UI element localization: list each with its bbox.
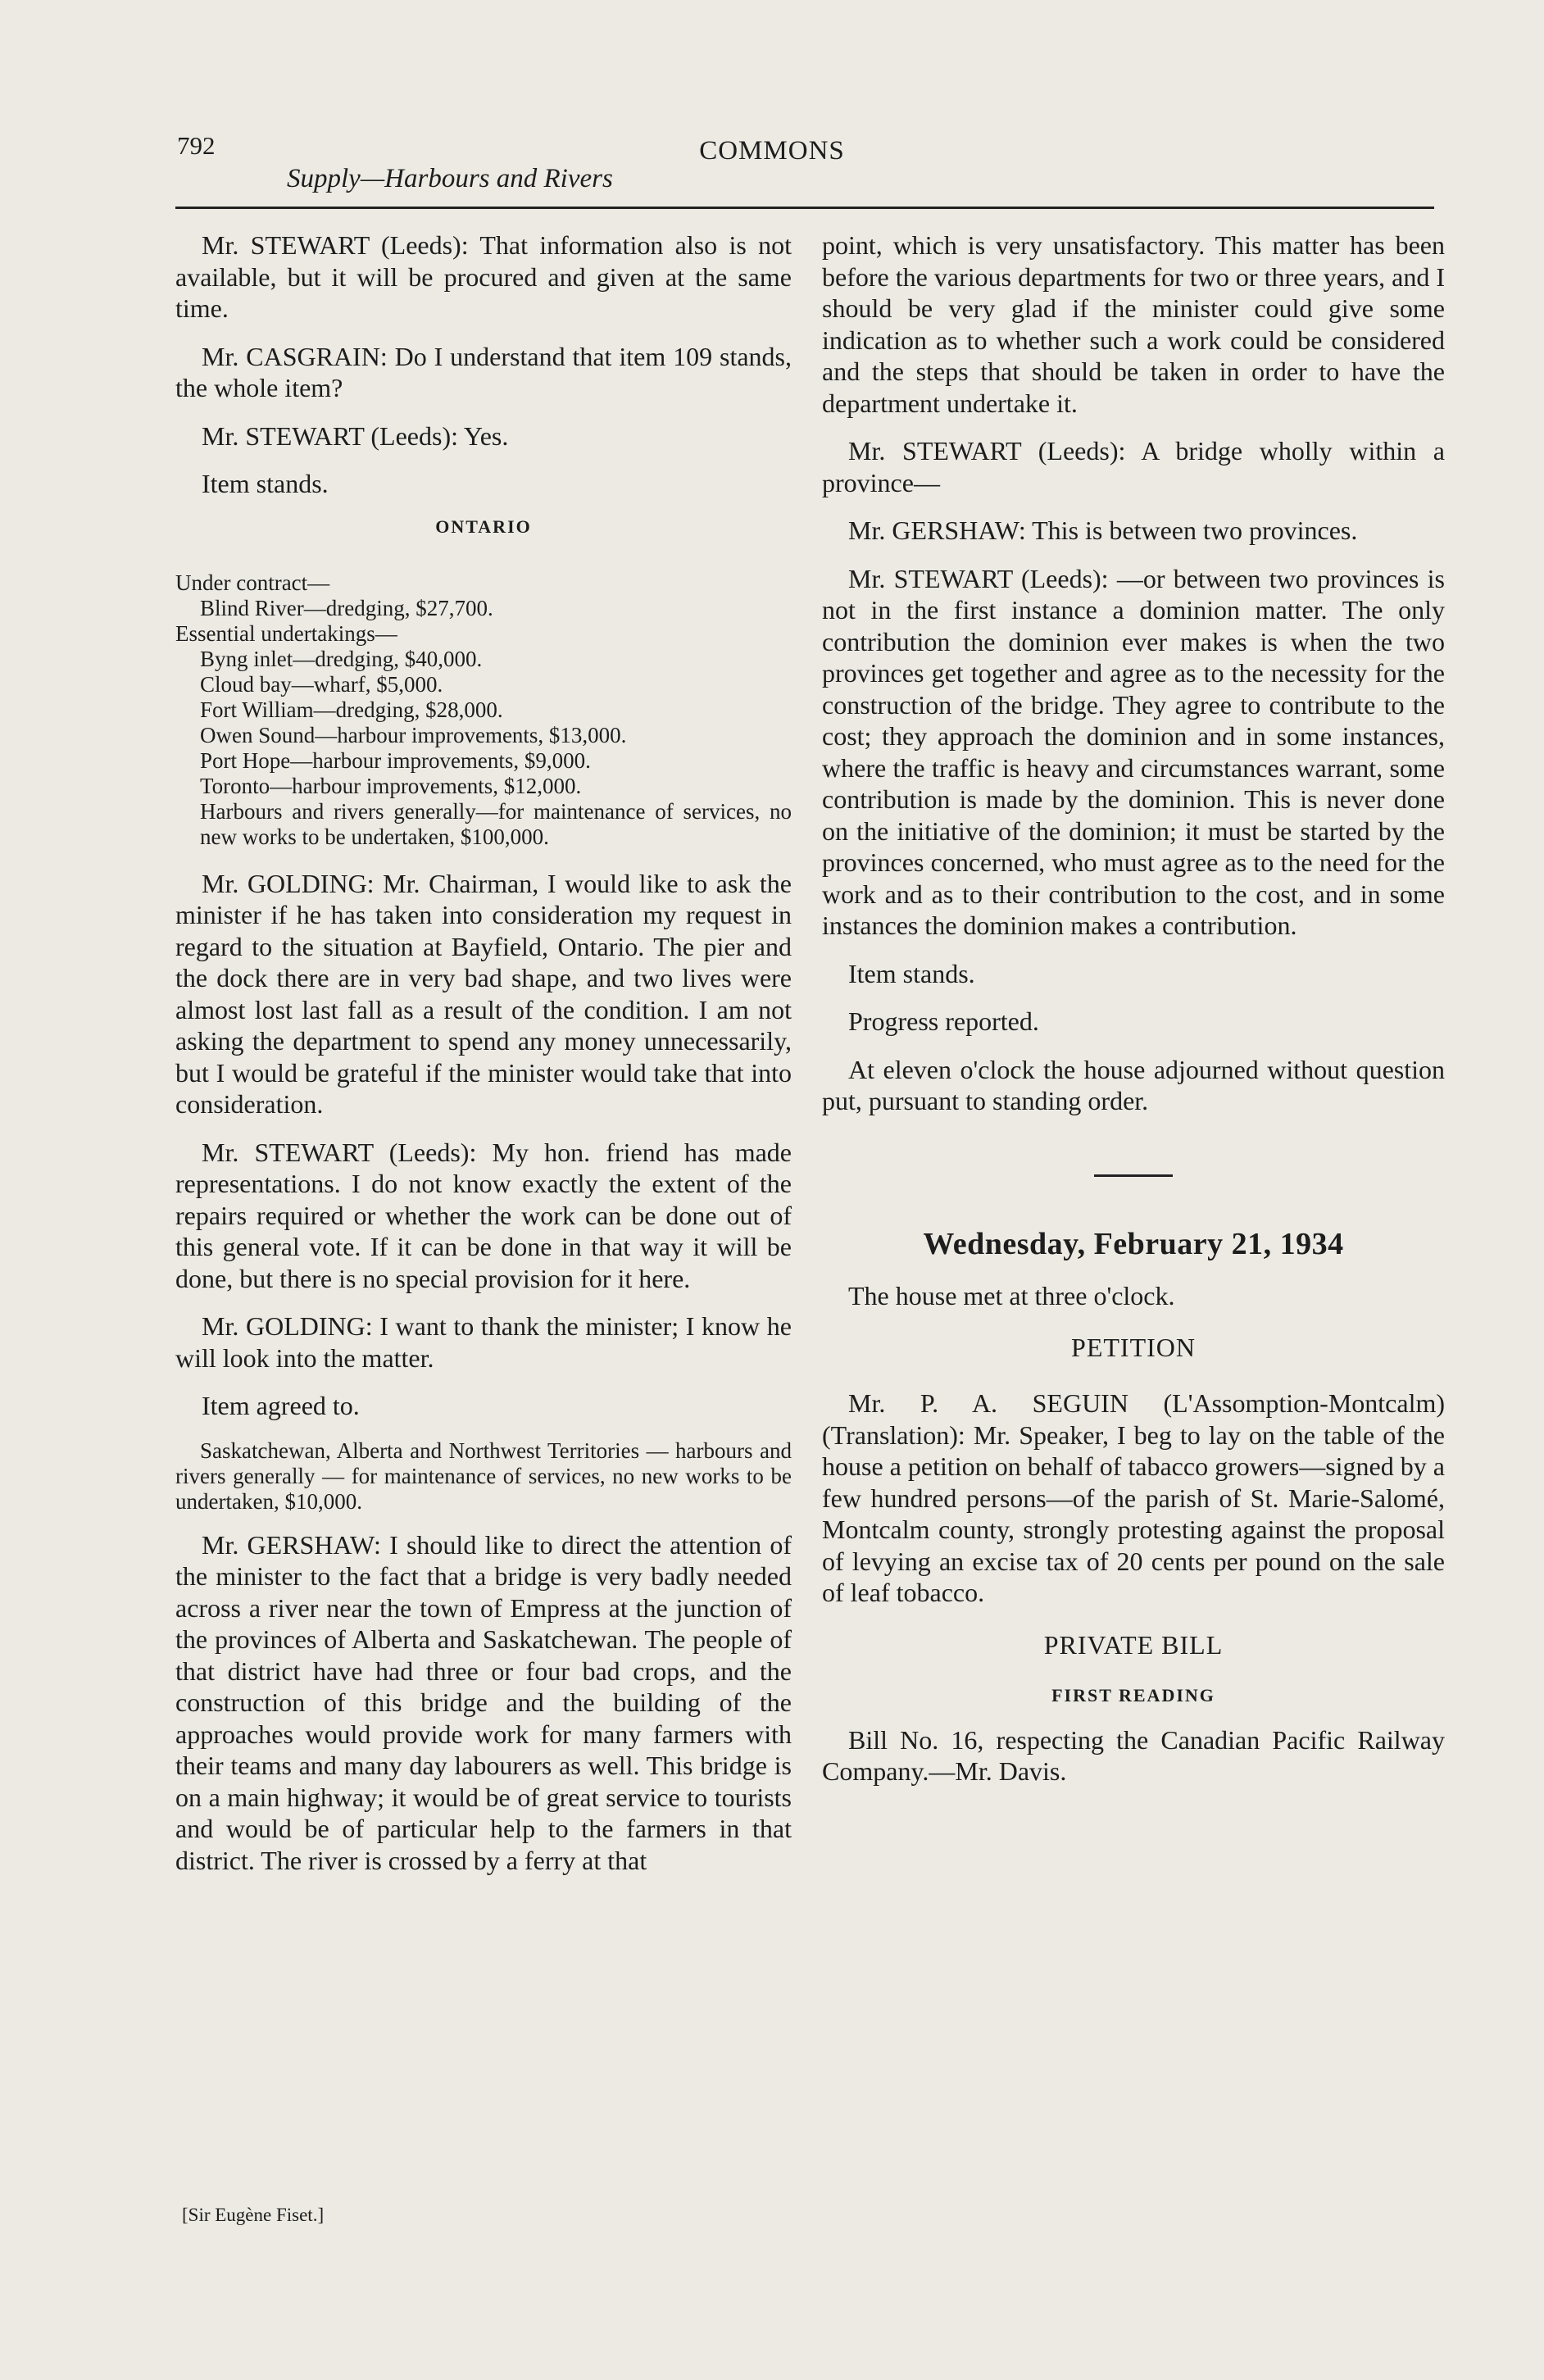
paragraph: Mr. P. A. SEGUIN (L'Assomption-Montcalm) (Translation): Mr. Speaker, I beg to lay on the table of the house a petition on behalf of tabacco growers—signed by a few hundred persons—of the parish of St. Marie-Salomé, Montcalm county, strongly protesting against the proposal of levying an excise tax of 20 cents per pound on the sale of leaf tobacco. <box>822 1388 1445 1607</box>
date-heading: Wednesday, February 21, 1934 <box>923 1226 1344 1261</box>
estimate-item: Cloud bay—wharf, $5,000. <box>200 671 443 697</box>
paragraph: Mr. STEWART (Leeds): That information also is not available, but it will be procured and given at the same time. <box>175 230 792 323</box>
paragraph: Mr. STEWART (Leeds): Yes. <box>202 420 509 451</box>
estimate-heading: Essential undertakings— <box>175 620 397 646</box>
paragraph: The house met at three o'clock. <box>848 1280 1175 1310</box>
section-head: Supply—Harbours and Rivers <box>287 164 613 193</box>
estimate-block: Saskatchewan, Alberta and Northwest Territories — harbours and rivers generally — for maintenance of services, no new works to be undertaken, $10,000. <box>175 1438 792 1514</box>
estimates-list <box>175 570 792 850</box>
header-rule <box>175 207 1434 209</box>
paragraph: Mr. GERSHAW: This is between two provinces. <box>848 516 1358 545</box>
paragraph: Mr. STEWART (Leeds): A bridge wholly within a province— <box>822 436 1445 497</box>
paragraph: point, which is very unsatisfactory. This matter has been before the various departments for two or three years, and I should be very glad if the minister could give some indication as to whether such a work could be considered and the steps that should be taken in order to have the department undertake it. <box>822 230 1445 418</box>
running-head: COMMONS <box>699 136 845 166</box>
page-number: 792 <box>177 131 216 160</box>
estimate-item: Owen Sound—harbour improvements, $13,000. <box>200 722 627 747</box>
paragraph: Mr. STEWART (Leeds): My hon. friend has made representations. I do not know exactly the extent of the repairs required or whether the work can be done out of this general vote. If it can be done in that way it will be done, but there is no special provision for it here. <box>175 1137 792 1293</box>
paragraph: Mr. GERSHAW: I should like to direct the attention of the minister to the fact that a bridge is very badly needed across a river near the town of Empress at the junction of the provinces of Alberta and Saskatchewan. The people of that district have had three or four bad crops, and the construction of this bridge and the building of the approaches would provide work for many farmers with their teams and many day labourers as well. This bridge is on a main highway; it would be of great service to tourists and would be of particular help to the farmers in that district. The river is crossed by a ferry at that <box>175 1529 792 1875</box>
paragraph: Item stands. <box>202 469 329 498</box>
paragraph: Bill No. 16, respecting the Canadian Pacific Railway Company.—Mr. Davis. <box>822 1724 1445 1786</box>
petition-heading: PETITION <box>1071 1333 1196 1362</box>
estimate-item: Byng inlet—dredging, $40,000. <box>200 646 483 671</box>
right-column <box>822 229 1445 1804</box>
first-reading-heading: FIRST READING <box>1051 1684 1215 1706</box>
paragraph: At eleven o'clock the house adjourned without question put, pursuant to standing order. <box>822 1054 1445 1115</box>
estimate-item: Harbours and rivers generally—for maintenance of services, no new works to be undertaken, $100,000. <box>200 798 792 849</box>
estimate-item: Fort William—dredging, $28,000. <box>200 697 503 722</box>
paragraph: Item stands. <box>848 958 975 988</box>
paragraph: Mr. GOLDING: Mr. Chairman, I would like to ask the minister if he has taken into consideration my request in regard to the situation at Bayfield, Ontario. The pier and the dock there are in very bad shape, and two lives were almost lost last fall as a result of the condition. I am not asking the department to spend any money unnecessarily, but I would be grateful if the minister would take that into consideration. <box>175 868 792 1119</box>
estimate-item: Blind River—dredging, $27,700. <box>200 595 493 620</box>
paragraph: Mr. GOLDING: I want to thank the minister; I know he will look into the matter. <box>175 1311 792 1373</box>
ontario-heading: ONTARIO <box>435 516 532 537</box>
private-bill-heading: PRIVATE BILL <box>1043 1629 1224 1660</box>
paragraph: Progress reported. <box>848 1006 1039 1036</box>
paragraph: Item agreed to. <box>202 1391 360 1420</box>
left-column <box>175 229 792 1892</box>
paragraph: Mr. CASGRAIN: Do I understand that item 109 stands, the whole item? <box>175 341 792 402</box>
estimate-item: Toronto—harbour improvements, $12,000. <box>200 773 582 798</box>
section-divider <box>1094 1174 1173 1177</box>
estimate-item: Port Hope—harbour improvements, $9,000. <box>200 747 591 773</box>
footer-note: [Sir Eugène Fiset.] <box>182 2205 325 2225</box>
estimate-heading: Under contract— <box>175 570 330 595</box>
paragraph: Mr. STEWART (Leeds): —or between two provinces is not in the first instance a dominion matter. The only contribution the dominion ever makes is when the two provinces get together and agree as to the necessity for the construction of the bridge. They agree to contribute to the cost; they approach the dominion and in some instances, where the traffic is heavy and circumstances warrant, some contribution is made by the dominion. This is never done on the initiative of the dominion; it must be started by the provinces concerned, who must agree as to the need for the work and as to their contribution to the cost, and in some instances the dominion makes a contribution. <box>822 563 1445 940</box>
